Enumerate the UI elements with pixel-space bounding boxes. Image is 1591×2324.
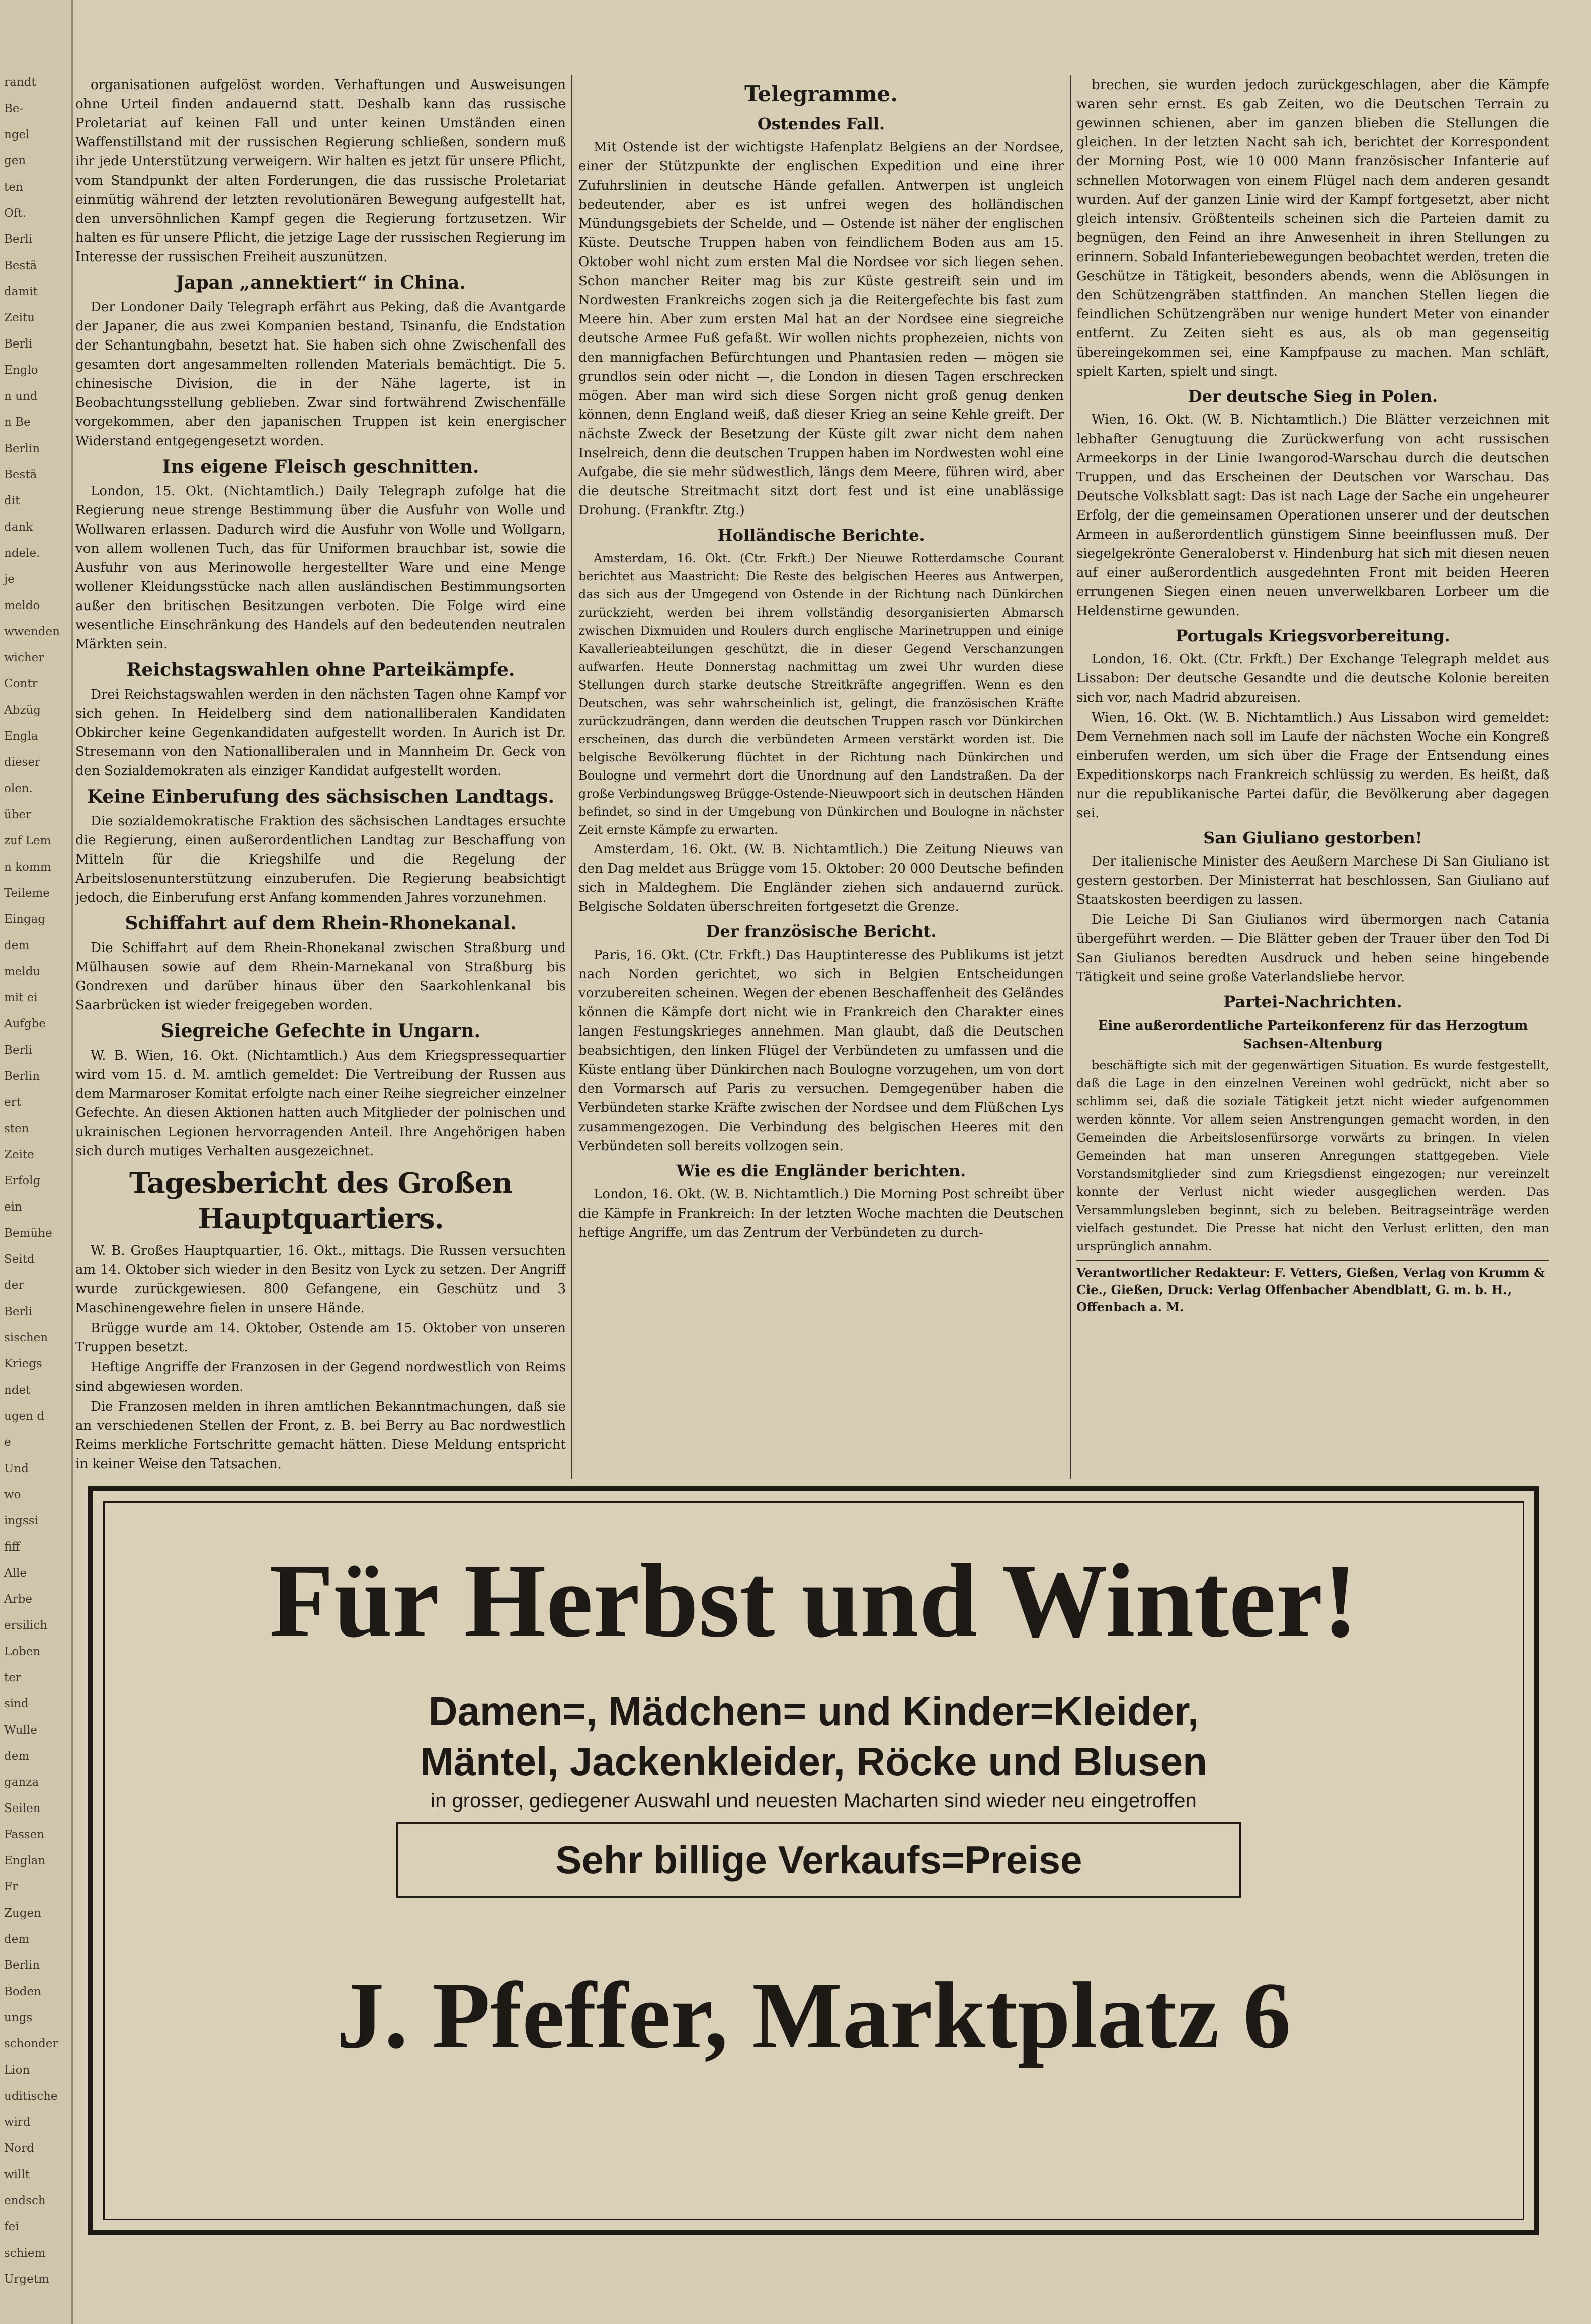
margin-fragment: der	[4, 1279, 24, 1292]
margin-fragment: Fr	[4, 1880, 18, 1893]
paragraph: Heftige Angriffe der Franzosen in der Gegend nordwestlich von Reims sind abgewiesen worden.	[75, 1360, 566, 1394]
headline: Reichstagswahlen ohne Parteikämpfe.	[126, 659, 515, 680]
margin-fragment: Berli	[4, 337, 33, 351]
report-banner: Tagesbericht des Großen Hauptquartiers.	[129, 1167, 513, 1235]
margin-fragment: Zeitu	[4, 311, 35, 324]
headline: Der deutsche Sieg in Polen.	[1188, 387, 1438, 406]
paragraph: London, 16. Okt. (W. B. Nichtamtlich.) Die Morning Post schreibt über die Kämpfe in Frankreich: In der letzten Woche machten die Deutschen heftige Angriffe, um das Zentrum der Verbündeten zu durch-	[578, 1187, 1064, 1240]
section-title: Telegramme.	[744, 81, 898, 106]
margin-fragment: meldu	[4, 965, 41, 978]
margin-fragment: Boden	[4, 1985, 41, 1998]
margin-fragment: ein	[4, 1200, 22, 1214]
margin-fragment: Berli	[4, 1044, 33, 1057]
paragraph: London, 16. Okt. (Ctr. Frkft.) Der Exchange Telegraph meldet aus Lissabon: Der deutsche Gesandte und die deutsche Kolonie bereiten sich vor, nach Madrid abzureisen.	[1076, 652, 1549, 705]
margin-fragment: Nord	[4, 2142, 34, 2155]
margin-fragment: ersilich	[4, 1619, 48, 1632]
margin-fragment: Contr	[4, 677, 38, 691]
paragraph: Mit Ostende ist der wichtigste Hafenplatz Belgiens an der Nordsee, einer der Stützpunkte der englischen Expedition und eine ihrer Zufuhrslinien in deutsche Hände gefallen. Antwerpen ist ungleich bedeutender, aber es ist unfrei wegen des holländischen Mündungsgebiets der Schelde, und — Ostende ist näher der englischen Küste. Deutsche Truppen haben von feindlichem Boden aus am 15. Oktober wohl nicht zum ersten Mal die Nordsee vor sich liegen sehen. Schon mancher Reiter mag bis zur Küste gestreift sein und im Nordwesten Frankreichs zogen sich ja die Reitergefechte bis fast zum Meere hin. Aber zum ersten Mal hat an der Nordsee eine siegreiche deutsche Armee Fuß gefaßt. Wir wollen nichts prophezeien, nichts von den mannigfachen Befürchtungen und Phantasien reden — mögen sie grundlos sein oder nicht —, die London in diesen Tagen erschrecken mögen. Aber man wird sich diese Sorgen nicht groß genug denken können, denn England weiß, daß dieser Krieg an seine Kehle greift. Der nächste Zweck der Besetzung der Küste gilt zwar nicht dem nahen Inselreich, denn die deutschen Truppen haben im Nordwesten wohl eine Aufgabe, die sie mehr südwestlich, längs dem Meere, führen wird, aber die deutsche Streitmacht sitzt dort fest und ist eine unablässige Drohung. (Frankftr. Ztg.)	[578, 140, 1064, 518]
margin-fragment: Erfolg	[4, 1174, 41, 1187]
margin-fragment: Kriegs	[4, 1357, 42, 1370]
margin-fragment: Abzüg	[4, 704, 41, 717]
paragraph: Die Schiffahrt auf dem Rhein-Rhonekanal zwischen Straßburg und Mülhausen sowie auf dem Rhein-Marnekanal von Straßburg bis Gondrexen und darüber hinaus über den Saarkohlenkanal bis Saarbrücken ist wieder freigegeben worden.	[75, 940, 566, 1013]
ad-line-3: in grosser, gediegener Auswahl und neuesten Macharten sind wieder neu eingetroffen	[431, 1790, 1197, 1812]
advertisement	[88, 1486, 1539, 2235]
paragraph: W. B. Großes Hauptquartier, 16. Okt., mittags. Die Russen versuchten am 14. Oktober sich wieder in den Besitz von Lyck zu setzen. Der Angriff wurde zurückgewiesen. 800 Gefangene, ein Geschütz und 3 Maschinengewehre fielen in unsere Hände.	[75, 1243, 566, 1316]
margin-fragment: Zeite	[4, 1148, 34, 1161]
margin-fragment: Loben	[4, 1645, 41, 1658]
margin-fragment: meldo	[4, 599, 40, 612]
headline: Keine Einberufung des sächsischen Landtags.	[87, 786, 555, 807]
ad-line-1: Damen=, Mädchen= und Kinder=Kleider,	[428, 1689, 1199, 1734]
margin-fragment: sind	[4, 1697, 29, 1710]
paragraph: Die Franzosen melden in ihren amtlichen Bekanntmachungen, daß sie an verschiedenen Stellen der Front, z. B. bei Berry au Bac nordwestlich Reims merkliche Fortschritte gemacht hätten. Diese Meldung entspricht in keiner Weise den Tatsachen.	[75, 1399, 566, 1472]
headline: San Giuliano gestorben!	[1203, 828, 1422, 847]
column-rule	[1070, 75, 1071, 1479]
margin-fragment: schiem	[4, 2247, 46, 2260]
margin-fragment: ten	[4, 181, 23, 194]
column-rule	[571, 75, 572, 1479]
margin-fragment: Alle	[4, 1567, 27, 1580]
headline: Holländische Berichte.	[717, 526, 925, 545]
margin-fragment: Wulle	[4, 1724, 37, 1737]
margin-fragment: Oft.	[4, 207, 26, 220]
subheadline: Eine außerordentliche Parteikonferenz für das Herzogtum Sachsen-Altenburg	[1098, 1018, 1528, 1052]
paragraph: Die Leiche Di San Giulianos wird übermorgen nach Catania übergeführt werden. — Die Blätter geben der Trauer über den Tod Di San Giulianos beredten Ausdruck und heben seine hingebende Tätigkeit und seine große Vaterlandsliebe hervor.	[1076, 912, 1549, 985]
headline: Ostendes Fall.	[757, 114, 885, 133]
margin-fragment: Berli	[4, 233, 33, 246]
margin-fragment: Teileme	[4, 887, 50, 900]
margin-fragment: wo	[4, 1488, 21, 1501]
margin-fragment: Berlin	[4, 1070, 40, 1083]
margin-fragment: Berlin	[4, 1959, 40, 1972]
margin-fragment: ungs	[4, 2011, 33, 2024]
headline: Partei-Nachrichten.	[1223, 992, 1402, 1011]
margin-fragment: Seitd	[4, 1253, 35, 1266]
margin-fragment: dit	[4, 494, 20, 507]
margin-fragment: dieser	[4, 756, 41, 769]
paragraph: Amsterdam, 16. Okt. (Ctr. Frkft.) Der Nieuwe Rotterdamsche Courant berichtet aus Maastricht: Die Reste des belgischen Heeres aus Antwerpen, das sich aus der Umgegend von Ostende in der Richtung nach Dünkirchen zurückzieht, werden bei ihrem vollständig desorganisierten Abmarsch zwischen Dixmuiden und Roulers durch englische Marinetruppen und einige Kavallerieabteilungen geschützt, die in dieser Gegend Verschanzungen aufwarfen. Heute Donnerstag nachmittag um zwei Uhr wurden diese Stellungen durch starke deutsche Streitkräfte angegriffen. Wenn es den Deutschen, was sehr wahrscheinlich ist, gelingt, die französischen Kräfte zurückzudrängen, dann werden die deutschen Truppen rasch vor Dünkirchen erscheinen, das durch die verbündeten Armeen verstärkt worden ist. Die belgische Bevölkerung flüchtet in der Richtung nach Dünkirchen und Boulogne und vermehrt dort die Unordnung auf den Landstraßen. Da der große Verbindungsweg Brügge-Ostende-Nieuwpoort sich in deutschen Händen befindet, so sind in der Umgebung von Dünkirchen und Boulogne in nächster Zeit ernste Kämpfe zu erwarten.	[578, 551, 1064, 837]
margin-fragment: Berli	[4, 1305, 33, 1318]
margin-fragment: ingssi	[4, 1514, 38, 1527]
margin-fragment: schonder	[4, 2037, 58, 2050]
margin-fragment: uditische	[4, 2090, 58, 2103]
margin-fragment: Engla	[4, 730, 38, 743]
headline: Ins eigene Fleisch geschnitten.	[162, 456, 479, 477]
margin-fragment: Aufgbe	[4, 1017, 46, 1030]
margin-fragment: Lion	[4, 2063, 30, 2077]
paragraph: Der italienische Minister des Aeußern Marchese Di San Giuliano ist gestern gestorben. Der Ministerrat hat beschlossen, San Giuliano auf Staatskosten beerdigen zu lassen.	[1076, 854, 1549, 907]
margin-fragment: Englo	[4, 364, 38, 377]
imprint: Verantwortlicher Redakteur: F. Vetters, Gießen, Verlag von Krumm & Cie., Gießen, Druck: Verlag Offenbacher Abendblatt, G. m. b. H., Offenbach a. M.	[1076, 1260, 1549, 1316]
paragraph: W. B. Wien, 16. Okt. (Nichtamtlich.) Aus dem Kriegspressequartier wird vom 15. d. M. amtlich gemeldet: Die Vertreibung der Russen aus dem Marmaroser Komitat erfolgte nach einer Reihe siegreicher einzelner Gefechte. An diesen Aktionen hatten auch Mitglieder der polnischen und ukrainischen Legionen hervorragenden Anteil. Ihre Angehörigen haben sich durch mutiges Verhalten ausgezeichnet.	[75, 1048, 566, 1159]
paragraph: brechen, sie wurden jedoch zurückgeschlagen, aber die Kämpfe waren sehr ernst. Es gab Zeiten, wo die Deutschen Terrain zu gewinnen schienen, aber im ganzen blieben die Stellungen die gleichen. In der letzten Nacht sah ich, berichtet der Korrespondent der Morning Post, wie 10 000 Mann französischer Infanterie auf schnellen Motorwagen von einem Flügel nach dem anderen gesandt wurden. Auf der ganzen Linie wird der Kampf fortgesetzt, aber nicht gleich intensiv. Größtenteils scheinen sich die Parteien damit zu begnügen, den Feind an ihre Anwesenheit in ihren Stellungen zu erinnern. Sobald Infanteriebewegungen beobachtet werden, treten die Geschütze in Tätigkeit, besonders abends, wenn die Ablösungen in den Schützengräben stattfinden. An manchen Stellen liegen die feindlichen Schützengräben nur wenige hundert Meter von einander entfernt. Zu Zeiten sieht es aus, als ob man gegenseitig übereingekommen sei, eine Kampfpause zu machen. Man schläft, spielt Karten, spielt und singt.	[1076, 77, 1549, 379]
margin-fragment: wird	[4, 2116, 31, 2129]
margin-fragment: ndet	[4, 1384, 31, 1397]
margin-fragment: je	[4, 573, 15, 586]
margin-fragment: über	[4, 808, 32, 821]
paragraph: Drei Reichstagswahlen werden in den nächsten Tagen ohne Kampf vor sich gehen. In Heidelberg sind dem nationalliberalen Kandidaten Obkircher keine Gegenkandidaten aufgestellt worden. In Aurich ist Dr. Stresemann von den Nationalliberalen und in Mannheim Dr. Geck von den Sozialdemokraten als einziger Kandidat aufgestellt worden.	[75, 687, 566, 779]
margin-fragment: Eingag	[4, 913, 46, 926]
margin-fragment: wicher	[4, 651, 44, 664]
paragraph: London, 15. Okt. (Nichtamtlich.) Daily Telegraph zufolge hat die Regierung neue strenge Bestimmung über die Ausfuhr von Wolle und Wollwaren erlassen. Dadurch wird die Ausfuhr von Wolle und Wollgarn, von allem wollenen Tuch, das für Uniformen brauchbar ist, sowie die Ausfuhr von aus Merinowolle hergestellter Ware und eine Menge wollener Kleidungsstücke nach allen ausländischen Bestimmungsorten außer den britischen Besitzungen verboten. Die Folge wird eine wesentliche Einschränkung des Handels auf den bedeutenden neutralen Märkten sein.	[75, 484, 566, 652]
paragraph: Paris, 16. Okt. (Ctr. Frkft.) Das Hauptinteresse des Publikums ist jetzt nach Norden gerichtet, wo sich in Belgien Entscheidungen vorzubereiten scheinen. Wegen der ebenen Beschaffenheit des Geländes können die Kämpfe dort nicht wie in Frankreich den Charakter eines langen Festungskrieges annehmen. Man glaubt, daß die Deutschen beabsichtigen, den linken Flügel der Verbündeten zu umfassen und die Küste entlang über Dünkirchen nach Boulogne vorzugehen, um von dort den Vormarsch auf Paris zu versuchen. Demgegenüber haben die Verbündeten starke Kräfte zwischen der Nordsee und dem Flüßchen Lys zusammengezogen. Die Verbindung des belgischen Heeres mit den Verbündeten soll bereits vollzogen sein.	[578, 948, 1064, 1154]
margin-fragment: Bemühe	[4, 1227, 52, 1240]
margin-fragment: e	[4, 1436, 11, 1449]
margin-fragment: fei	[4, 2220, 19, 2233]
margin-fragment: Bestä	[4, 468, 37, 481]
margin-fragment: n und	[4, 390, 38, 403]
margin-fragment: olen.	[4, 782, 33, 795]
margin-fragment: zuf Lem	[4, 834, 51, 847]
margin-fragment: sischen	[4, 1331, 48, 1344]
ad-shop-address: J. Pfeffer, Marktplatz 6	[336, 1963, 1291, 2069]
paragraph: beschäftigte sich mit der gegenwärtigen Situation. Es wurde festgestellt, daß die Lage in den einzelnen Vereinen wohl gedrückt, nicht aber so schlimm sei, daß die soziale Tätigkeit jetzt nicht wieder aufgenommen werden könnte. Vor allem seien Anstrengungen gemacht worden, in den Gemeinden die Arbeitslosenfürsorge vorwärts zu bringen. In vielen Gemeinden hat man unseren Anregungen stattgegeben. Viele Vorstandsmitglieder sind zum Kriegsdienst eingezogen; nur vereinzelt konnte der Verlust nicht wieder ausgeglichen werden. Das Versammlungsleben beginnt, sich zu beleben. Beitragseinträge werden vielfach gestundet. Die Presse hat nicht den Verlust erlitten, den man ursprünglich annahm.	[1076, 1058, 1549, 1253]
margin-fragment: Seilen	[4, 1802, 41, 1815]
headline: Japan „annektiert“ in China.	[176, 272, 466, 293]
margin-fragment: randt	[4, 76, 36, 89]
headline: Schiffahrt auf dem Rhein-Rhonekanal.	[125, 913, 517, 934]
previous-page-edge	[0, 0, 73, 2324]
margin-fragment: Bestä	[4, 259, 37, 272]
headline: Wie es die Engländer berichten.	[676, 1161, 966, 1180]
advertisement-inner-frame	[103, 1501, 1524, 2220]
margin-fragment: mit ei	[4, 991, 38, 1004]
margin-fragment: Urgetm	[4, 2273, 49, 2286]
margin-fragment: willt	[4, 2168, 30, 2181]
paragraph: Amsterdam, 16. Okt. (W. B. Nichtamtlich.) Die Zeitung Nieuws van den Dag meldet aus Brügge vom 15. Oktober: 20 000 Deutsche befinden sich in Maldeghem. Die Engländer ziehen sich andauernd zurück. Belgische Soldaten überschreiten fortgesetzt die Grenze.	[578, 842, 1064, 914]
headline: Der französische Bericht.	[706, 922, 937, 941]
paragraph: Wien, 16. Okt. (W. B. Nichtamtlich.) Die Blätter verzeichnen mit lebhafter Genugtuung die Zurückwerfung von acht russischen Armeekorps in der Linie Iwangorod-Warschau durch die deutschen Truppen, und das Erscheinen der Deutschen vor Warschau. Das Deutsche Volksblatt sagt: Das ist nach Lage der Sache ein ungeheurer Erfolg, der die gemeinsamen Operationen unserer und der deutschen Armeen in außerordentlich günstigem Sinne beeinflussen muß. Der siegelgekrönte Generaloberst v. Hindenburg hat sich mit diesen neuen auf einer außerordentlich ausgedehnten Front mit beiden Heeren errungenen Siegen einen neuen unverwelkbaren Lorbeer um die Heldenstirne gewunden.	[1076, 412, 1549, 619]
ad-line-2: Mäntel, Jackenkleider, Röcke und Blusen	[420, 1739, 1207, 1784]
ad-headline: Für Herbst und Winter!	[269, 1542, 1358, 1659]
margin-fragment: dem	[4, 1933, 30, 1946]
paragraph: Die sozialdemokratische Fraktion des sächsischen Landtages ersuchte die Regierung, einen außerordentlichen Landtag zur Beschaffung von Mitteln für die Kriegshilfe und die Regelung der Arbeitslosenunterstützung einzuberufen. Die Regierung beabsichtigt jedoch, die Einberufung erst Anfang kommenden Jahres vorzunehmen.	[75, 814, 566, 905]
margin-fragment: Be-	[4, 102, 24, 115]
headline: Portugals Kriegsvorbereitung.	[1176, 626, 1450, 645]
margin-fragment: fiff	[4, 1540, 20, 1554]
ad-price-box: Sehr billige Verkaufs=Preise	[396, 1822, 1241, 1898]
column-2	[578, 75, 1064, 1479]
paragraph: Der Londoner Daily Telegraph erfährt aus Peking, daß die Avantgarde der Japaner, die aus zwei Kompanien bestand, Tsinanfu, die Endstation der Schantungbahn, besetzt hat. Sie haben sich ohne Zwischenfall des gesamten dort angesammelten rollenden Materials bemächtigt. Die 5. chinesische Division, die in der Nähe lagerte, ist in Beobachtungsstellung geblieben. Zwar sind fortwährend Zwischenfälle vorgekommen, aber den japanischen Truppen ist kein energischer Widerstand entgegengesetzt worden.	[75, 300, 566, 449]
headline: Siegreiche Gefechte in Ungarn.	[160, 1020, 481, 1042]
margin-fragment: Arbe	[4, 1593, 32, 1606]
margin-fragment: dem	[4, 939, 30, 952]
paragraph: Wien, 16. Okt. (W. B. Nichtamtlich.) Aus Lissabon wird gemeldet: Dem Vernehmen nach soll im Laufe der nächsten Woche ein Kongreß einberufen werden, um sich über die Frage der Entsendung eines Expeditionskorps nach Frankreich schlüssig zu werden. Es heißt, daß nur die republikanische Partei dafür, die Bevölkerung aber dagegen sei.	[1076, 710, 1549, 821]
margin-fragment: dank	[4, 521, 33, 534]
margin-fragment: ugen d	[4, 1410, 44, 1423]
margin-fragment: Englan	[4, 1854, 46, 1867]
margin-fragment: ter	[4, 1671, 21, 1684]
margin-fragment: n komm	[4, 860, 51, 874]
margin-fragment: ert	[4, 1096, 21, 1109]
margin-fragment: Fassen	[4, 1828, 45, 1841]
margin-fragment: ganza	[4, 1776, 39, 1789]
margin-fragment: ngel	[4, 128, 30, 141]
margin-fragment: Berlin	[4, 442, 40, 455]
margin-fragment: gen	[4, 154, 26, 167]
margin-fragment: Zugen	[4, 1907, 41, 1920]
margin-fragment: Und	[4, 1462, 29, 1475]
margin-fragment: damit	[4, 285, 38, 298]
paragraph: organisationen aufgelöst worden. Verhaftungen und Ausweisungen ohne Urteil finden andauernd statt. Deshalb kann das russische Proletariat auf keinen Fall und unter keinen Umständen einen Waffenstillstand mit der russischen Regierung schließen, sondern muß ihr jede Unterstützung verweigern. Wir halten es jetzt für unsere Pflicht, vom Standpunkt der alten Forderungen, die das russische Proletariat einmütig während der letzten revolutionären Bewegung aufgestellt hat, den unversöhnlichen Kampf gegen die Regierung fortzusetzen. Wir halten es für unsere Pflicht, die jetzige Lage der russischen Regierung im Interesse der russischen Freiheit auszunützen.	[75, 77, 566, 265]
margin-fragment: dem	[4, 1750, 30, 1763]
paragraph: Brügge wurde am 14. Oktober, Ostende am 15. Oktober von unseren Truppen besetzt.	[75, 1321, 566, 1355]
margin-fragment: endsch	[4, 2194, 46, 2207]
column-3	[1076, 75, 1549, 1479]
margin-fragment: sten	[4, 1122, 29, 1135]
margin-fragment: wwenden	[4, 625, 60, 638]
column-1	[75, 75, 566, 1479]
margin-fragment: n Be	[4, 416, 31, 429]
margin-fragment: ndele.	[4, 547, 40, 560]
